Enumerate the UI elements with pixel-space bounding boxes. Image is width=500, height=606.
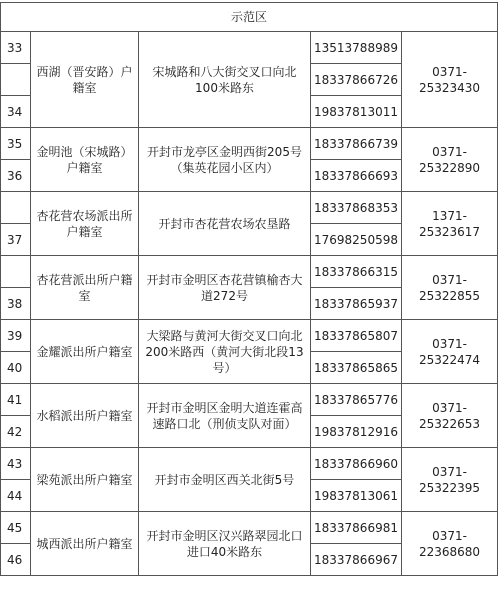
row-number: 41 [1, 384, 31, 416]
office-address: 开封市金明区金明大道连霍高速路口北（刑侦支队对面） [139, 384, 311, 448]
mobile-number: 19837813011 [311, 96, 402, 128]
row-number: 38 [1, 288, 31, 320]
mobile-number: 18337866967 [311, 544, 402, 576]
table-row [1, 128, 498, 160]
office-address: 开封市金明区西关北街5号 [139, 448, 311, 512]
mobile-number: 19837813061 [311, 480, 402, 512]
office-address: 开封市杏花营农场农垦路 [139, 192, 311, 256]
office-address: 开封市金明区汉兴路翠园北口进口40米路东 [139, 512, 311, 576]
row-number: 37 [1, 224, 31, 256]
table-row [1, 320, 498, 352]
office-name: 金明池（宋城路）户籍室 [31, 128, 139, 192]
mobile-number: 18337866726 [311, 64, 402, 96]
office-address: 宋城路和八大街交叉口向北100米路东 [139, 32, 311, 128]
office-name: 水稻派出所户籍室 [31, 384, 139, 448]
row-number: 45 [1, 512, 31, 544]
office-name: 杏花营农场派出所户籍室 [31, 192, 139, 256]
mobile-number: 18337865937 [311, 288, 402, 320]
table-row [1, 384, 498, 416]
region-header-row [1, 3, 498, 32]
office-name: 杏花营派出所户籍室 [31, 256, 139, 320]
mobile-number: 18337865865 [311, 352, 402, 384]
row-number: 40 [1, 352, 31, 384]
mobile-number: 19837812916 [311, 416, 402, 448]
mobile-number: 17698250598 [311, 224, 402, 256]
row-number: 33 [1, 32, 31, 64]
mobile-number: 18337866315 [311, 256, 402, 288]
row-number [1, 192, 31, 224]
row-number: 36 [1, 160, 31, 192]
mobile-number: 18337866981 [311, 512, 402, 544]
office-address: 开封市龙亭区金明西街205号（集英花园小区内） [139, 128, 311, 192]
office-telephone: 0371-25322653 [402, 384, 498, 448]
office-name: 梁苑派出所户籍室 [31, 448, 139, 512]
row-number: 42 [1, 416, 31, 448]
row-number: 39 [1, 320, 31, 352]
household-office-table [0, 2, 498, 576]
row-number: 43 [1, 448, 31, 480]
mobile-number: 18337866739 [311, 128, 402, 160]
row-number [1, 64, 31, 96]
office-telephone: 0371-25323430 [402, 32, 498, 128]
table-row [1, 192, 498, 224]
mobile-number: 18337866960 [311, 448, 402, 480]
office-name: 城西派出所户籍室 [31, 512, 139, 576]
office-address: 开封市金明区杏花营镇榆杏大道272号 [139, 256, 311, 320]
office-address: 大梁路与黄河大街交叉口向北200米路西（黄河大街北段13号） [139, 320, 311, 384]
office-telephone: 0371-25322855 [402, 256, 498, 320]
office-telephone: 0371-25322474 [402, 320, 498, 384]
mobile-number: 13513788989 [311, 32, 402, 64]
table-row [1, 512, 498, 544]
table-row [1, 32, 498, 64]
mobile-number: 18337865776 [311, 384, 402, 416]
office-name: 西湖（晋安路）户籍室 [31, 32, 139, 128]
row-number: 34 [1, 96, 31, 128]
office-telephone: 0371-22368680 [402, 512, 498, 576]
row-number: 35 [1, 128, 31, 160]
office-telephone: 0371-25322890 [402, 128, 498, 192]
table-row [1, 448, 498, 480]
mobile-number: 18337865807 [311, 320, 402, 352]
mobile-number: 18337868353 [311, 192, 402, 224]
table-row [1, 256, 498, 288]
row-number: 44 [1, 480, 31, 512]
mobile-number: 18337866693 [311, 160, 402, 192]
office-name: 金耀派出所户籍室 [31, 320, 139, 384]
office-telephone: 0371-25322395 [402, 448, 498, 512]
region-title: 示范区 [1, 3, 498, 32]
office-telephone: 1371-25323617 [402, 192, 498, 256]
row-number: 46 [1, 544, 31, 576]
row-number [1, 256, 31, 288]
